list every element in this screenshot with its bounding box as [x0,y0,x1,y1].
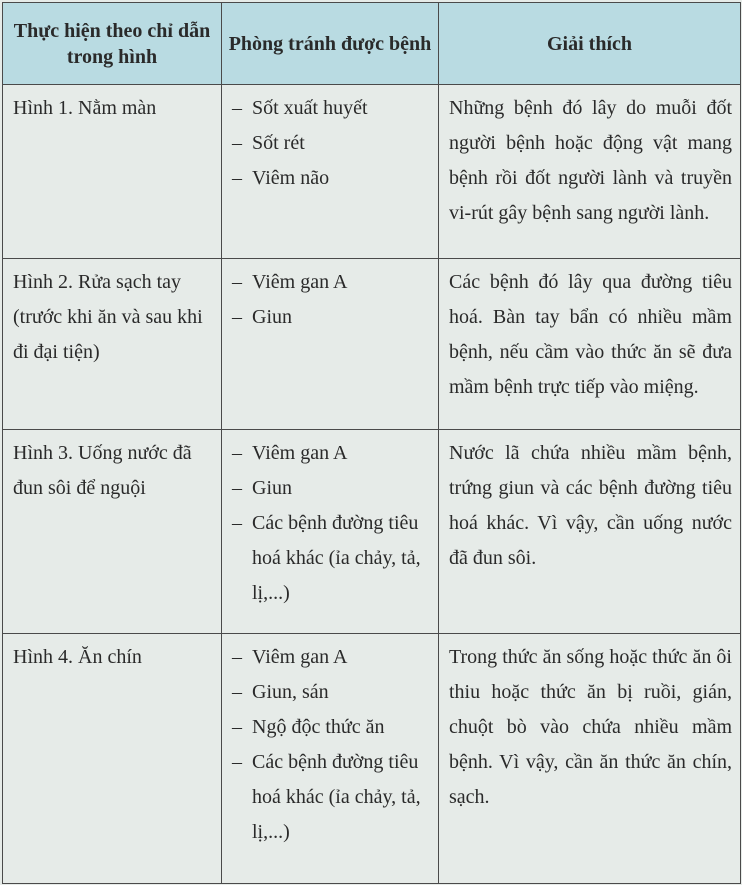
disease-item: – Giun [232,300,430,335]
disease-item: – Giun, sán [232,675,430,710]
table-row [3,259,741,430]
table-row [3,634,741,884]
explanation-cell: Các bệnh đó lây qua đường tiêu hoá. Bàn tay bẩn có nhiều mầm bệnh, nếu cầm vào thức ăn sẽ đưa mầm bệnh trực tiếp vào miệng. [439,259,741,430]
diseases-cell [222,634,439,884]
disease-item: – Ngộ độc thức ăn [232,710,430,745]
disease-item: – Viêm gan A [232,436,430,471]
disease-item: – Viêm gan A [232,265,430,300]
explanation-cell: Những bệnh đó lây do muỗi đốt người bệnh hoặc động vật mang bệnh rồi đốt người lành và truyền vi-rút gây bệnh sang người lành. [439,85,741,259]
action-cell: Hình 3. Uống nước đã đun sôi để nguội [3,430,222,634]
header-row [3,3,741,85]
header-explanation: Giải thích [439,3,741,85]
disease-item: – Các bệnh đường tiêu hoá khác (ỉa chảy, tả, lị,...) [232,506,430,611]
diseases-cell [222,259,439,430]
header-action: Thực hiện theo chỉ dẫn trong hình [3,3,222,85]
disease-item: – Viêm não [232,161,430,196]
disease-item: – Các bệnh đường tiêu hoá khác (ỉa chảy, tả, lị,...) [232,745,430,850]
explanation-cell: Nước lã chứa nhiều mầm bệnh, trứng giun và các bệnh đường tiêu hoá khác. Vì vậy, cần uống nước đã đun sôi. [439,430,741,634]
diseases-cell [222,85,439,259]
table-row [3,85,741,259]
disease-item: – Sốt xuất huyết [232,91,430,126]
diseases-cell [222,430,439,634]
action-cell: Hình 2. Rửa sạch tay (trước khi ăn và sau khi đi đại tiện) [3,259,222,430]
explanation-cell: Trong thức ăn sống hoặc thức ăn ôi thiu hoặc thức ăn bị ruồi, gián, chuột bò vào chứa nhiều mầm bệnh. Vì vậy, cần ăn thức ăn chín, sạch. [439,634,741,884]
action-cell: Hình 4. Ăn chín [3,634,222,884]
disease-prevention-table [2,2,741,884]
disease-item: – Giun [232,471,430,506]
header-diseases: Phòng tránh được bệnh [222,3,439,85]
action-cell: Hình 1. Nằm màn [3,85,222,259]
disease-item: – Viêm gan A [232,640,430,675]
disease-item: – Sốt rét [232,126,430,161]
table-row [3,430,741,634]
